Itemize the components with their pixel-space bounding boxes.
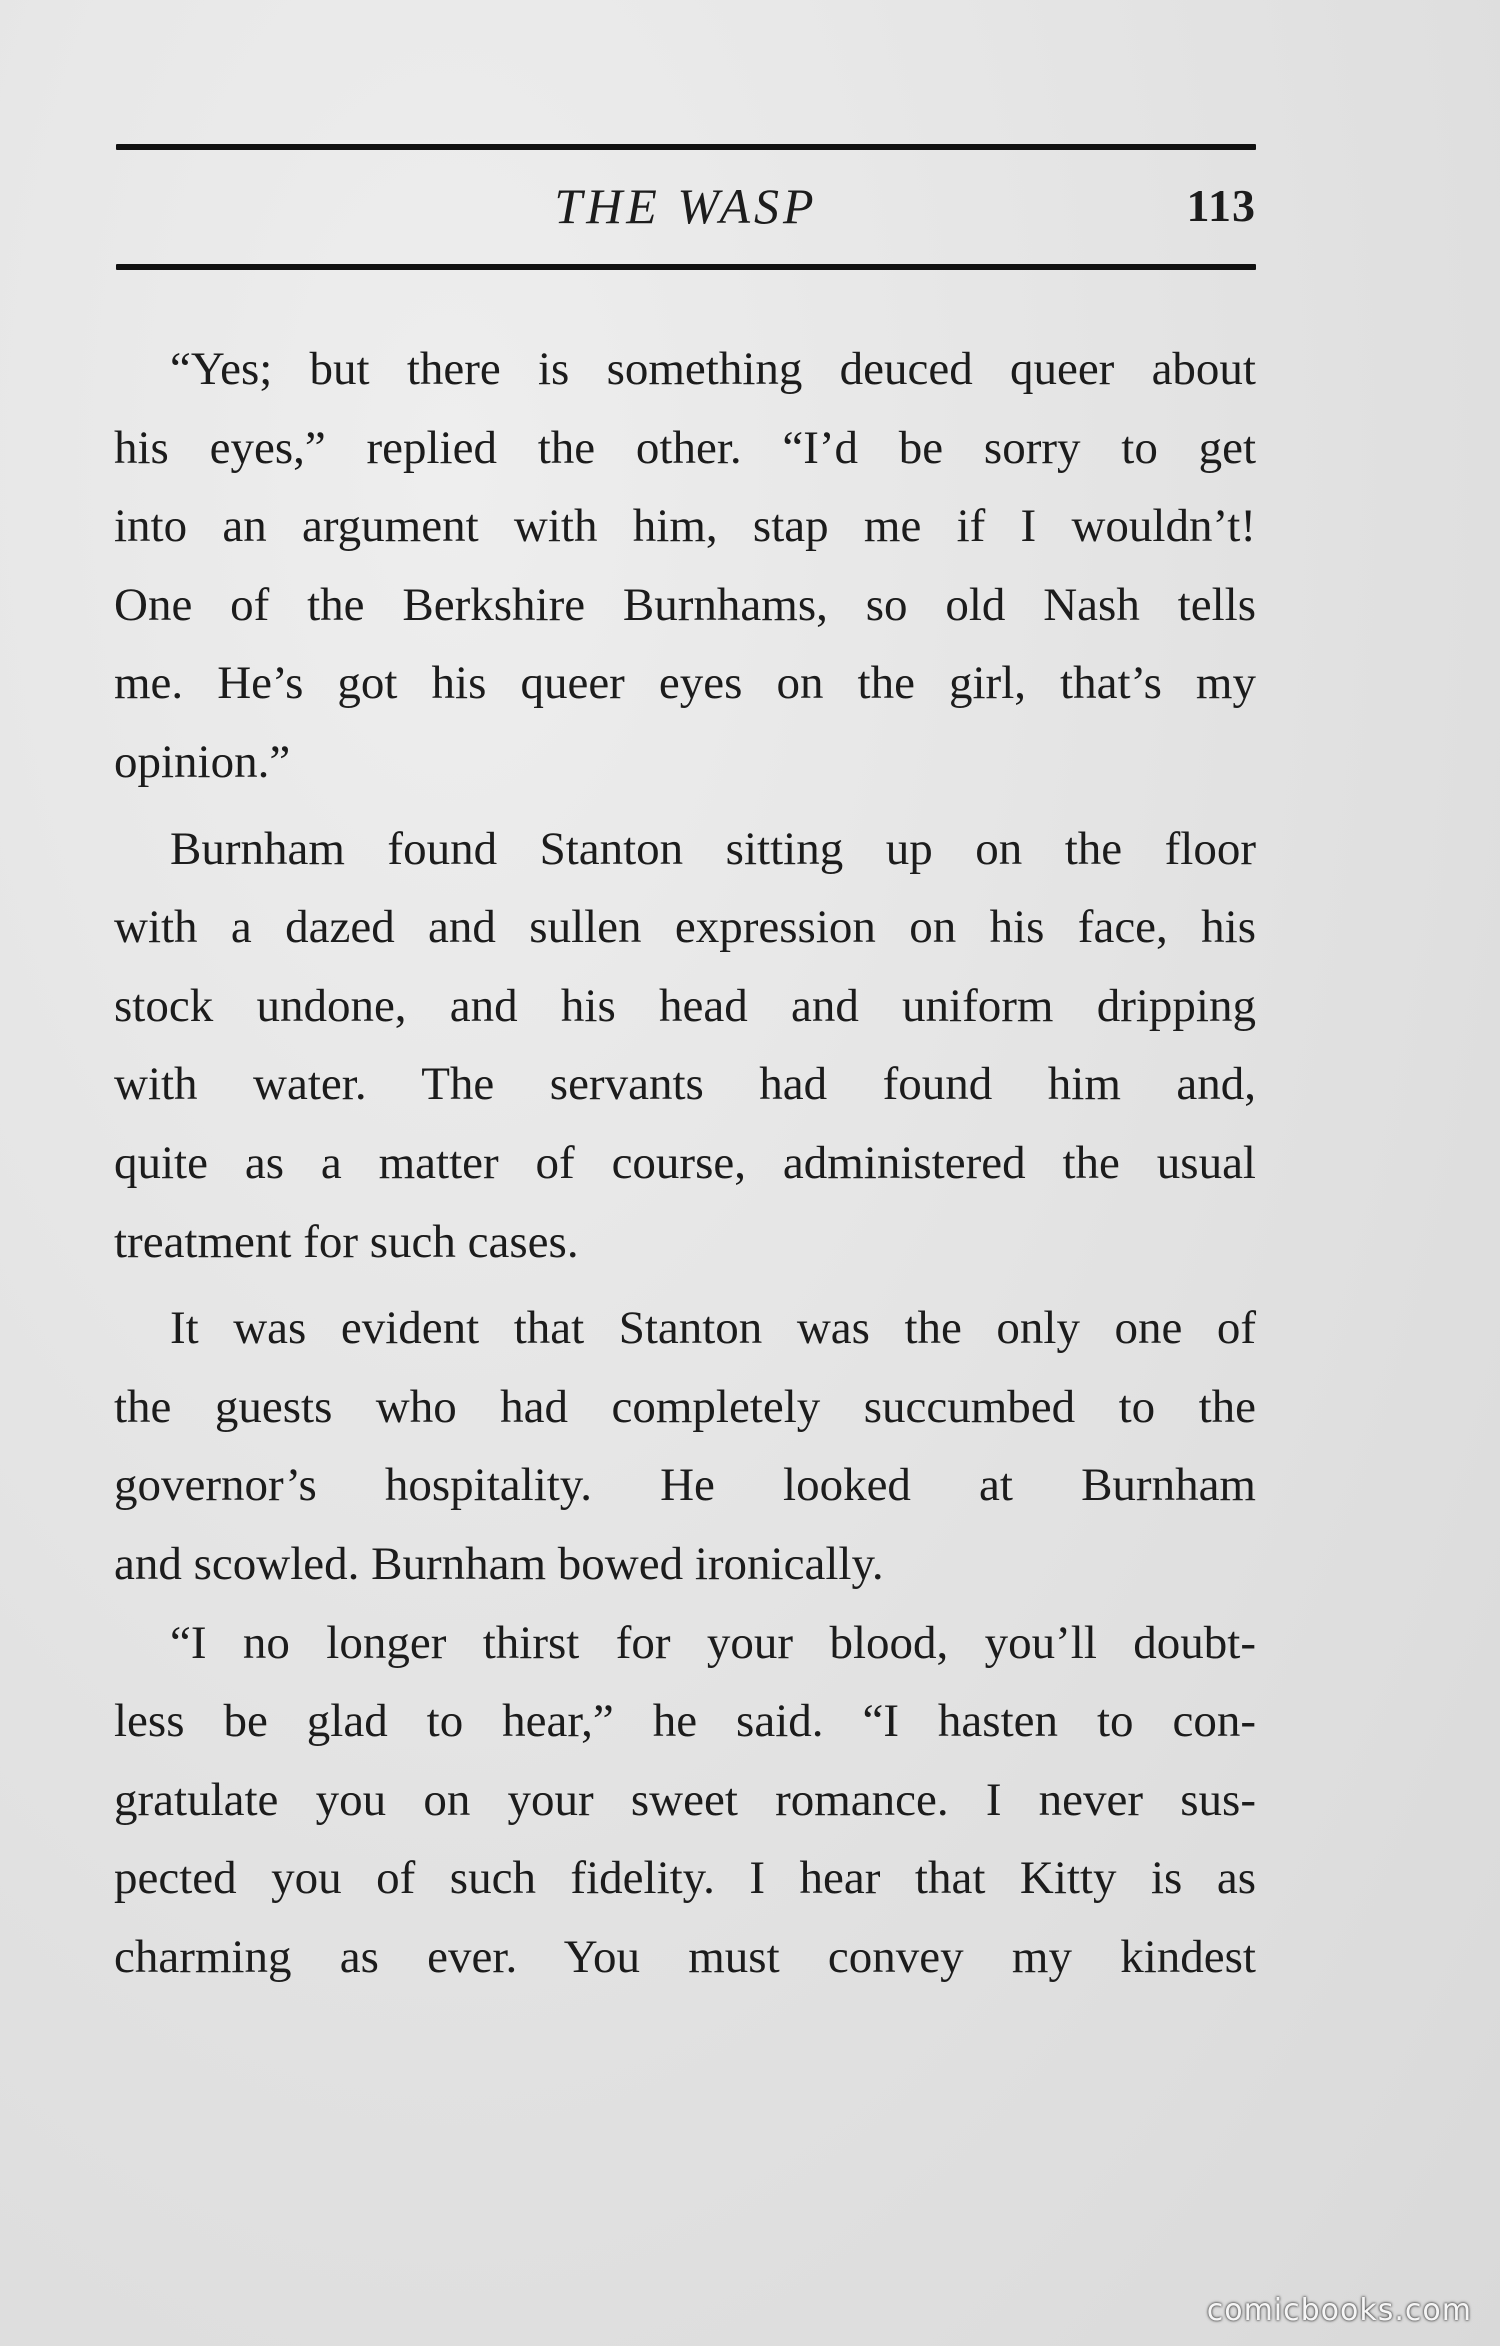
text-line: pected you of such fidelity. I hear that Kitty is as <box>114 1852 1256 1905</box>
text-line: opinion.” <box>114 735 291 788</box>
text-line: One of the Berkshire Burnhams, so old Nash tells <box>114 578 1256 631</box>
paragraph-1 <box>114 330 1256 802</box>
text-line: treatment for such cases. <box>114 1215 579 1268</box>
header-top-rule <box>116 144 1256 150</box>
text-line: the guests who had completely succumbed to the <box>114 1380 1256 1433</box>
text-line: his eyes,” replied the other. “I’d be sorry to get <box>114 421 1256 474</box>
text-line: It was evident that Stanton was the only one of <box>170 1302 1256 1355</box>
text-line: into an argument with him, stap me if I wouldn’t! <box>114 500 1256 553</box>
header-bottom-rule <box>116 264 1256 270</box>
text-line: quite as a matter of course, administered the usual <box>114 1136 1256 1189</box>
page-number: 113 <box>1186 180 1256 231</box>
running-title: THE WASP <box>554 178 818 234</box>
text-line: governor’s hospitality. He looked at Burnham <box>114 1459 1256 1512</box>
text-line: “I no longer thirst for your blood, you’ll doubt- <box>170 1616 1256 1669</box>
text-line: and scowled. Burnham bowed ironically. <box>114 1537 884 1590</box>
text-line: with water. The servants had found him and, <box>114 1058 1256 1111</box>
text-line: gratulate you on your sweet romance. I never sus- <box>114 1773 1256 1826</box>
paragraph-4 <box>114 1604 1256 1997</box>
watermark: comicbooks.com <box>1206 2293 1472 2328</box>
text-line: me. He’s got his queer eyes on the girl, that’s my <box>114 657 1256 710</box>
paragraph-3 <box>114 1289 1256 1603</box>
text-line: “Yes; but there is something deuced queer about <box>170 343 1256 395</box>
running-head <box>116 174 1256 238</box>
text-line: with a dazed and sullen expression on his face, his <box>114 901 1256 954</box>
paragraph-2 <box>114 810 1256 1282</box>
text-line: stock undone, and his head and uniform dripping <box>114 979 1256 1032</box>
text-line: less be glad to hear,” he said. “I hasten to con- <box>114 1695 1256 1748</box>
text-line: Burnham found Stanton sitting up on the floor <box>170 822 1256 875</box>
text-line: charming as ever. You must convey my kindest <box>114 1930 1256 1983</box>
body-text <box>114 330 1256 1996</box>
